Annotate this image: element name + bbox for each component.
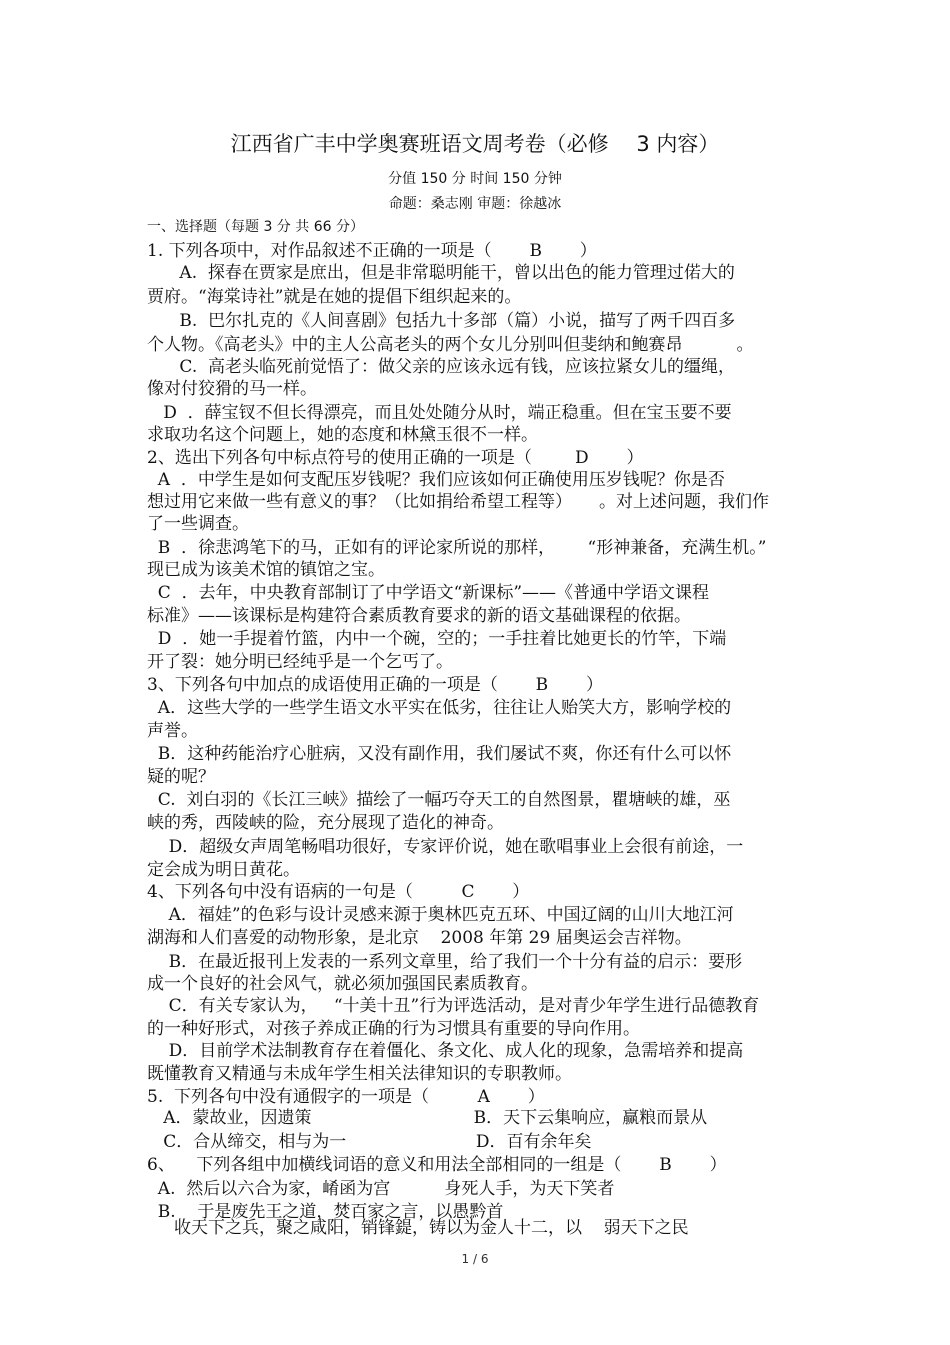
text-line: D ．她一手提着竹篮，内中一个碗，空的；一手拄着比她更长的竹竿，下端 <box>147 629 727 649</box>
page-number: 1 / 6 <box>461 1252 489 1266</box>
text-line: 收天下之兵，聚之咸阳，销锋鍉，铸以为金人十二，以 弱天下之民 <box>147 1218 689 1238</box>
text-line: 既懂教育又精通与未成年学生相关法律知识的专职教师。 <box>147 1064 572 1084</box>
text-line: A. 然后以六合为家，崤函为宫 身死人手，为天下笑者 <box>147 1179 615 1199</box>
text-line: B ．徐悲鸿笔下的马，正如有的评论家所说的那样， “形神兼备，充满生机。” <box>147 538 767 558</box>
text-line: A．这些大学的一些学生语文水平实在低劣，往往让人贻笑大方，影响学校的 <box>147 698 732 718</box>
text-line: D．目前学术法制教育存在着僵化、条文化、成人化的现象，急需培养和提高 <box>147 1041 744 1061</box>
text-line: 湖海和人们喜爱的动物形象，是北京 2008 年第 29 届奥运会吉祥物。 <box>147 928 692 948</box>
text-line: 成一个良好的社会风气，就必须加强国民素质教育。 <box>147 974 538 994</box>
text-line: A．蒙故业，因遗策 B．天下云集响应，赢粮而景从 <box>147 1108 708 1128</box>
text-line: 贾府。“海棠诗社”就是在她的提倡下组织起来的。 <box>147 287 522 307</box>
text-line: B．在最近报刊上发表的一系列文章里，给了我们一个十分有益的启示：要形 <box>147 952 743 972</box>
text-line: 声誉。 <box>147 721 198 741</box>
text-line: B. 巴尔扎克的《人间喜剧》包括九十多部（篇）小说，描写了两千四百多 <box>147 311 736 331</box>
text-line: 疑的呢？ <box>147 767 215 787</box>
text-line: 现已成为该美术馆的镇馆之宝。 <box>147 560 385 580</box>
text-line: C．有关专家认为， “十美十丑”行为评选活动，是对青少年学生进行品德教育 <box>147 996 760 1016</box>
text-line: 求取功名这个问题上，她的态度和林黛玉很不一样。 <box>147 425 538 445</box>
text-line: A ．中学生是如何支配压岁钱呢？我们应该如何正确使用压岁钱呢？你是否 <box>147 470 725 490</box>
text-line: 1. 下列各项中，对作品叙述不正确的一项是（ B ） <box>147 241 597 261</box>
text-line: 峡的秀，西陵峡的险，充分展现了造化的神奇。 <box>147 813 504 833</box>
text-line: A. 探春在贾家是庶出，但是非常聪明能干，曾以出色的能力管理过偌大的 <box>147 263 735 283</box>
text-line: 个人物。《高老头》中的主人公高老头的两个女儿分别叫但斐纳和鲍赛昂 。 <box>147 335 754 355</box>
text-line: A．福娃”的色彩与设计灵感来源于奥林匹克五环、中国辽阔的山川大地江河 <box>147 905 734 925</box>
text-line: 2、选出下列各句中标点符号的使用正确的一项是（ D ） <box>147 448 644 468</box>
score-time-line: 分值 150 分 时间 150 分钟 <box>388 171 562 187</box>
text-line: C ．去年，中央教育部制订了中学语文“新课标”——《普通中学语文课程 <box>147 583 710 603</box>
text-line: 开了裂：她分明已经纯乎是一个乞丐了。 <box>147 652 453 672</box>
text-line: C. 高老头临死前觉悟了：做父亲的应该永远有钱，应该拉紧女儿的缰绳， <box>147 357 736 377</box>
text-line: D．超级女声周笔畅唱功很好，专家评价说，她在歌唱事业上会很有前途，一 <box>147 837 744 857</box>
text-line: C. 刘白羽的《长江三峡》描绘了一幅巧夺天工的自然图景，瞿塘峡的雄，巫 <box>147 790 731 810</box>
section-heading: 一、选择题（每题 3 分 共 66 分） <box>147 219 364 235</box>
text-line: 的一种好形式，对孩子养成正确的行为习惯具有重要的导向作用。 <box>147 1019 640 1039</box>
text-line: B. 于是废先王之道，焚百家之言，以愚黔首 <box>147 1202 504 1222</box>
text-line: 标准》——该课标是构建符合素质教育要求的新的语文基础课程的依据。 <box>147 606 691 626</box>
page-title: 江西省广丰中学奥赛班语文周考卷（必修 3 内容） <box>230 132 720 156</box>
text-line: B．这种药能治疗心脏病，又没有副作用，我们屡试不爽，你还有什么可以怀 <box>147 744 732 764</box>
text-line: 像对付狡猾的马一样。 <box>147 379 317 399</box>
text-line: 3、下列各句中加点的成语使用正确的一项是（ B ） <box>147 675 603 695</box>
text-line: 定会成为明日黄花。 <box>147 860 300 880</box>
text-line: D ．薛宝钗不但长得漂亮，而且处处随分从时，端正稳重。但在宝玉要不要 <box>147 403 732 423</box>
text-line: C．合从缔交，相与为一 D．百有余年矣 <box>147 1132 592 1152</box>
text-line: 4、下列各句中没有语病的一句是（ C ） <box>147 882 530 902</box>
text-line: 想过用它来做一些有意义的事？（比如捐给希望工程等） 。对上述问题，我们作 <box>147 492 770 512</box>
text-line: 了一些调查。 <box>147 514 249 534</box>
authors-line: 命题：桑志刚 审题：徐越冰 <box>388 196 562 212</box>
text-line: 6、 下列各组中加横线词语的意义和用法全部相同的一组是（ B ） <box>147 1155 727 1175</box>
text-line: 5. 下列各句中没有通假字的一项是（ A ） <box>147 1087 545 1107</box>
